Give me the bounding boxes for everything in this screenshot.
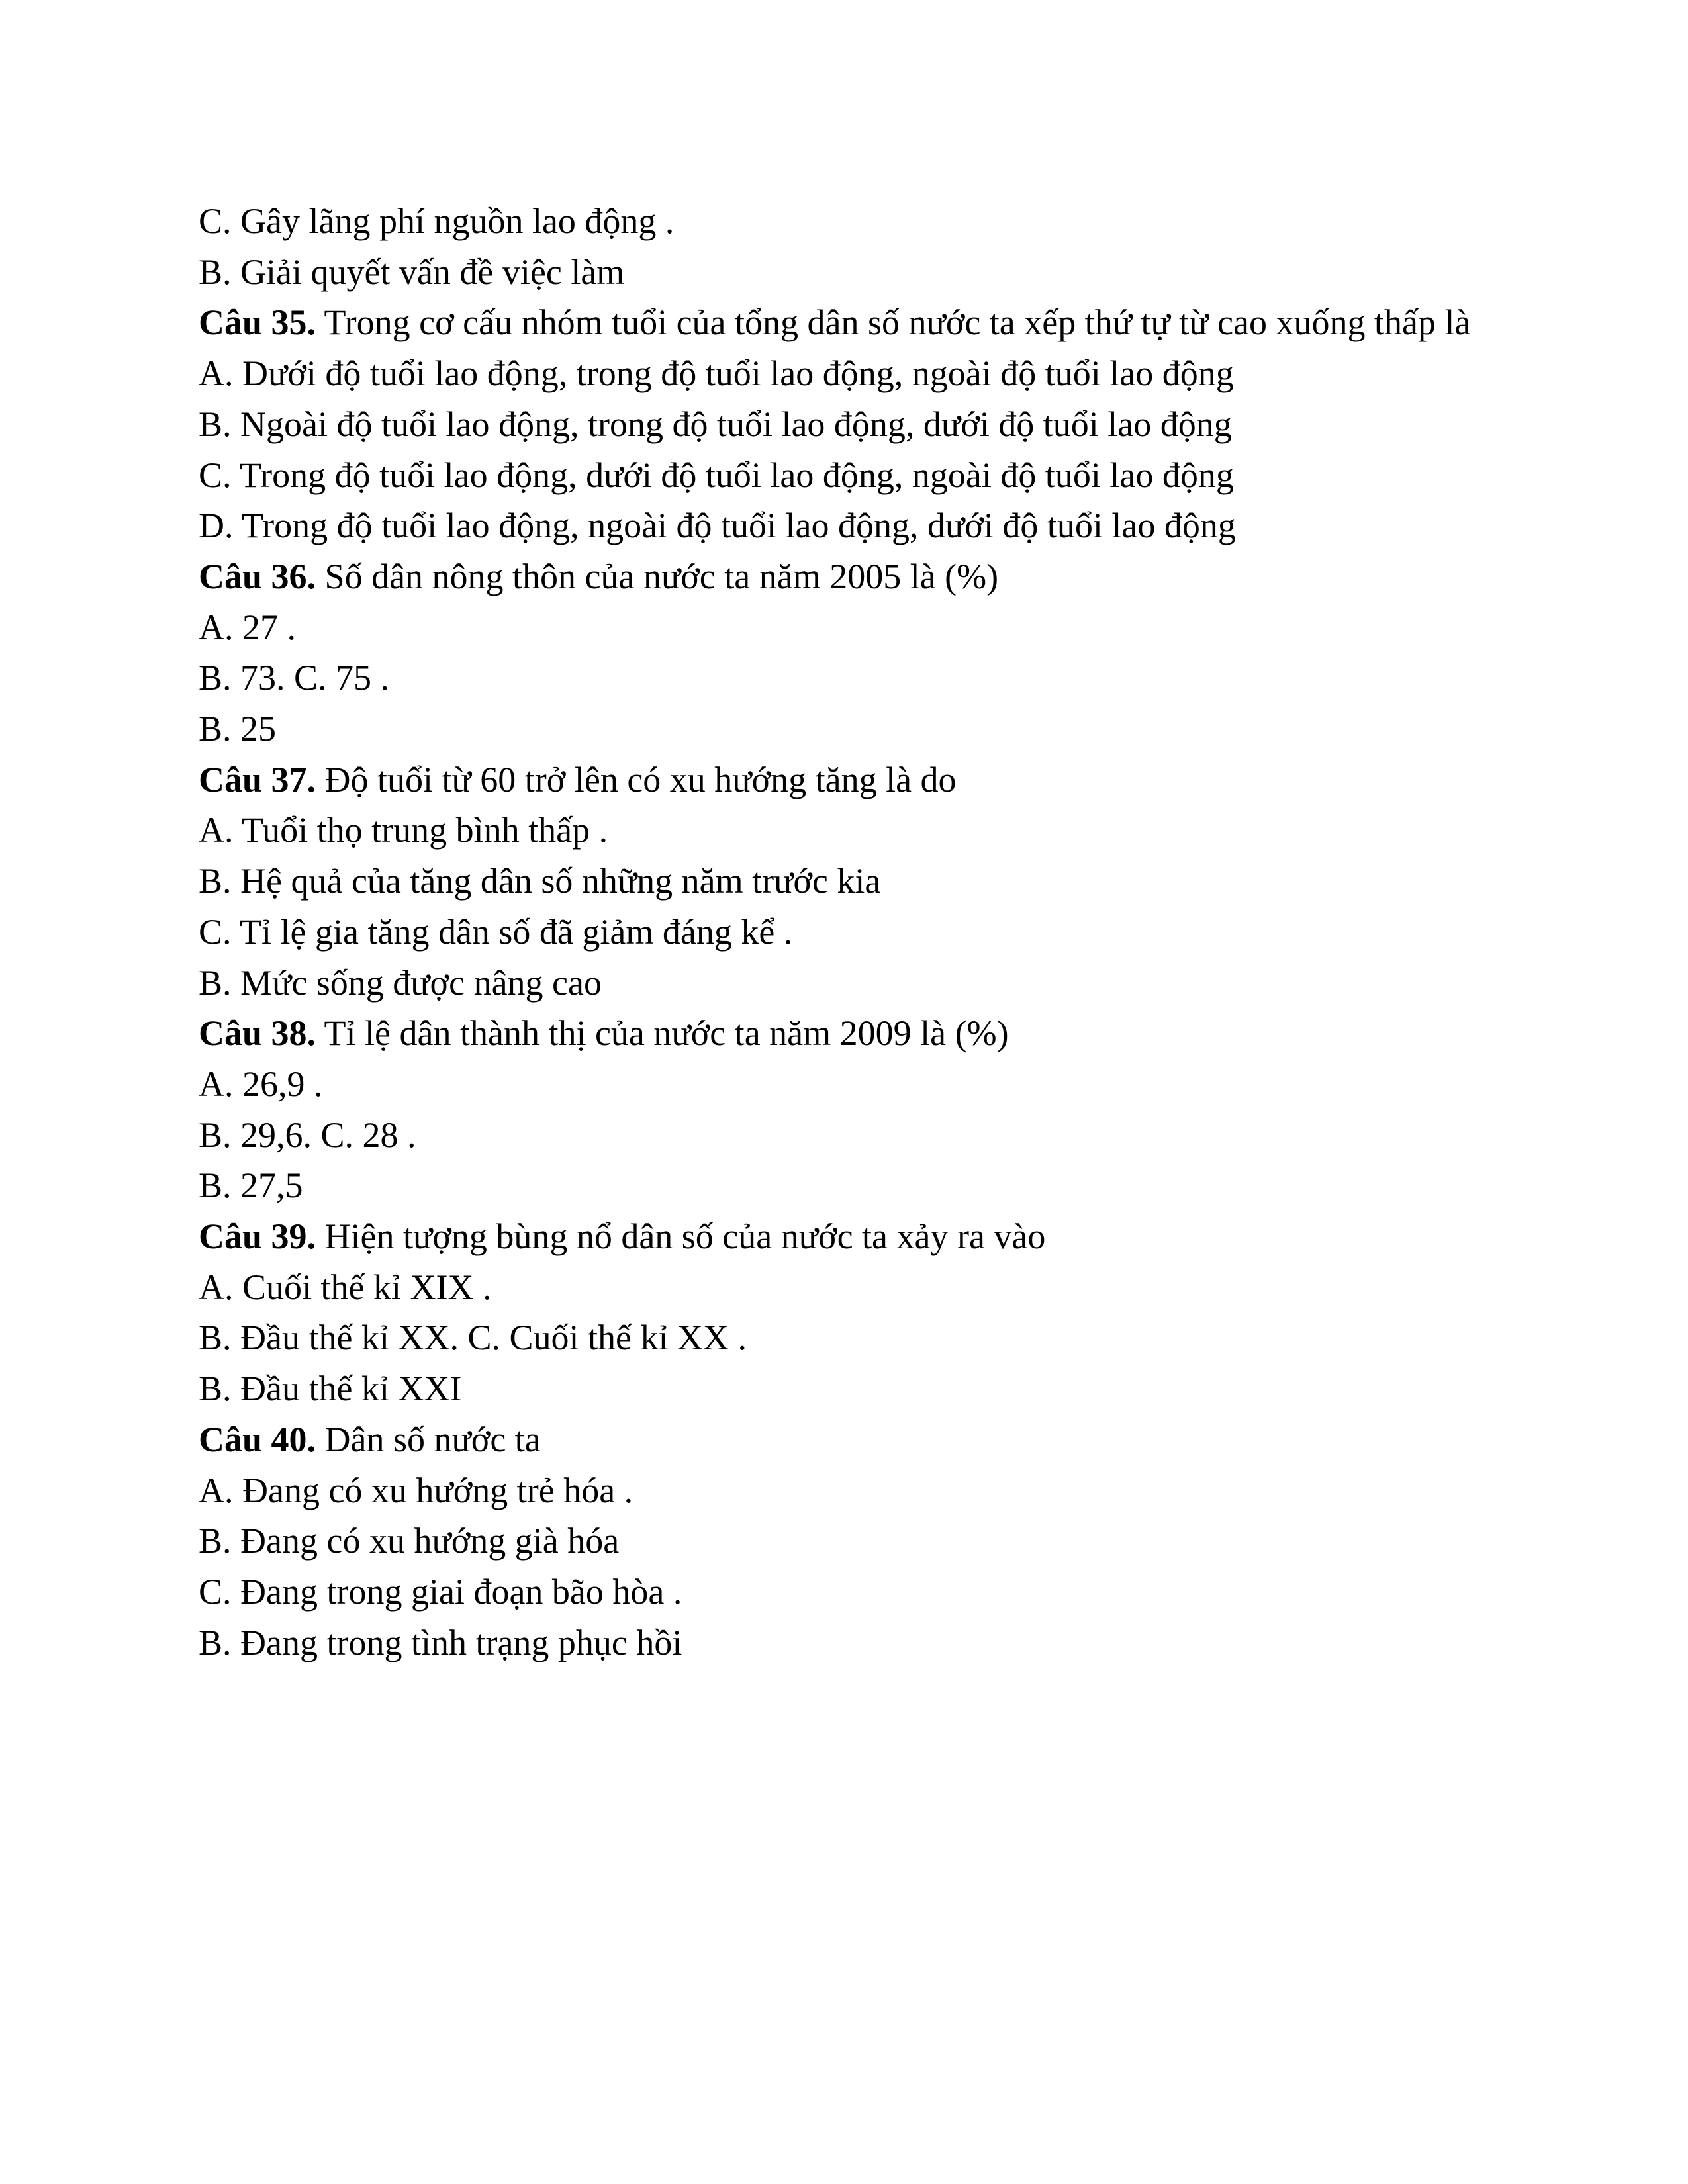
question-block [199,1414,1496,1668]
answer-option: D. Trong độ tuổi lao động, ngoài độ tuổi lao động, dưới độ tuổi lao động [199,506,1236,546]
question-stem [199,1008,1496,1059]
question-block [199,1211,1496,1414]
question-text: Hiện tượng bùng nổ dân số của nước ta xảy ra vào [316,1216,1046,1257]
question-number: Câu 40. [199,1419,316,1459]
question-text: Độ tuổi từ 60 trở lên có xu hướng tăng là do [316,759,957,799]
answer-option: A. Tuổi thọ trung bình thấp . [199,810,608,850]
question-stem [199,1211,1496,1262]
question-text: Số dân nông thôn của nước ta năm 2005 là (%) [316,556,999,596]
answer-option: A. Đang có xu hướng trẻ hóa . [199,1470,633,1510]
question-number: Câu 36. [199,556,316,596]
answer-option: C. Gây lãng phí nguồn lao động . [199,201,675,241]
answer-option: B. Ngoài độ tuổi lao động, trong độ tuổi lao động, dưới độ tuổi lao động [199,404,1232,444]
document-page [199,196,1496,1668]
answer-option: A. 26,9 . [199,1064,323,1104]
answer-option: B. 25 [199,709,277,749]
answer-option: B. Đang trong tình trạng phục hồi [199,1622,682,1662]
answer-option: B. Đầu thế kỉ XX. C. Cuối thế kỉ XX . [199,1318,747,1358]
answer-option: B. 29,6. C. 28 . [199,1115,416,1155]
answer-option: A. Cuối thế kỉ XIX . [199,1267,492,1307]
question-stem [199,754,1496,805]
answer-option: B. 27,5 [199,1165,303,1206]
question-block [199,754,1496,1009]
question-block [199,551,1496,754]
answer-option: A. Dưới độ tuổi lao động, trong độ tuổi lao động, ngoài độ tuổi lao động [199,353,1234,394]
question-number: Câu 37. [199,759,316,799]
answer-option: C. Đang trong giai đoạn bão hòa . [199,1571,682,1612]
answer-option: C. Tỉ lệ gia tăng dân số đã giảm đáng kể . [199,911,793,952]
answer-option: B. Mức sống được nâng cao [199,962,602,1003]
question-number: Câu 35. [199,302,316,343]
answer-option: A. 27 . [199,607,296,647]
answer-option: C. Trong độ tuổi lao động, dưới độ tuổi lao động, ngoài độ tuổi lao động [199,455,1234,495]
question-number: Câu 39. [199,1216,316,1257]
question-number: Câu 38. [199,1013,316,1054]
question-stem [199,551,1496,602]
answer-option: B. Hệ quả của tăng dân số những năm trước kia [199,861,881,901]
question-stem [199,297,1496,348]
question-stem [199,1414,1496,1465]
question-block [199,1008,1496,1211]
answer-option: B. 73. C. 75 . [199,658,390,698]
question-text: Trong cơ cấu nhóm tuổi của tổng dân số nước ta xếp thứ tự từ cao xuống thấp là [316,302,1471,343]
answer-option: B. Giải quyết vấn đề việc làm [199,251,625,292]
question-text: Tỉ lệ dân thành thị của nước ta năm 2009 là (%) [316,1013,1009,1054]
answer-option: B. Đang có xu hướng già hóa [199,1521,620,1561]
answer-option: B. Đầu thế kỉ XXI [199,1369,462,1409]
question-block [199,297,1496,551]
question-text: Dân số nước ta [316,1419,541,1459]
